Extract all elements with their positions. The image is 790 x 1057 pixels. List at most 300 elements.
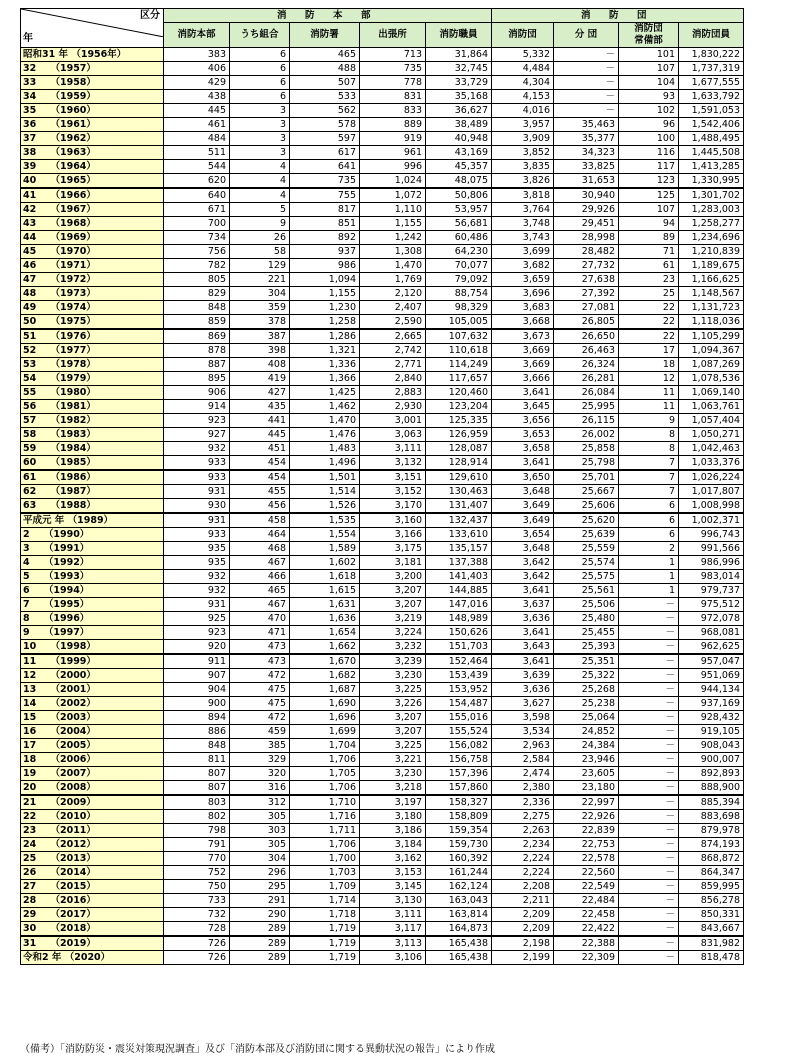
row-year-label: 35 （1960） bbox=[21, 104, 164, 118]
table-cell: 26,324 bbox=[554, 358, 619, 372]
table-cell: 484 bbox=[164, 132, 230, 146]
table-cell: 1,703 bbox=[290, 866, 360, 880]
row-year-label: 45 （1970） bbox=[21, 245, 164, 259]
table-cell: － bbox=[619, 880, 679, 894]
table-cell: 3,748 bbox=[492, 217, 554, 231]
table-cell: 473 bbox=[230, 640, 290, 655]
table-row bbox=[21, 598, 744, 612]
table-cell: 467 bbox=[230, 556, 290, 570]
table-cell: 1,535 bbox=[290, 513, 360, 528]
table-row bbox=[21, 442, 744, 456]
table-cell: 27,732 bbox=[554, 259, 619, 273]
table-cell: 7 bbox=[619, 485, 679, 499]
table-cell: 2,930 bbox=[360, 400, 426, 414]
table-cell: 2,224 bbox=[492, 852, 554, 866]
table-cell: － bbox=[619, 936, 679, 951]
row-year-label: 7 （1995） bbox=[21, 598, 164, 612]
table-cell: 4 bbox=[230, 188, 290, 203]
table-cell: － bbox=[619, 669, 679, 683]
table-cell: 2,584 bbox=[492, 753, 554, 767]
table-cell: 130,463 bbox=[426, 485, 492, 499]
table-cell: 1,687 bbox=[290, 683, 360, 697]
table-row bbox=[21, 683, 744, 697]
table-cell: 45,357 bbox=[426, 160, 492, 174]
row-year-label: 14 （2002） bbox=[21, 697, 164, 711]
table-cell: 470 bbox=[230, 612, 290, 626]
table-cell: 22 bbox=[619, 301, 679, 315]
table-cell: － bbox=[619, 894, 679, 908]
table-cell: 27,392 bbox=[554, 287, 619, 301]
table-cell: 296 bbox=[230, 866, 290, 880]
column-header: うち組合 bbox=[230, 23, 290, 48]
table-cell: 1,008,998 bbox=[679, 499, 744, 514]
table-row bbox=[21, 626, 744, 640]
table-cell: 289 bbox=[230, 922, 290, 937]
table-row bbox=[21, 640, 744, 655]
table-row bbox=[21, 62, 744, 76]
row-year-label: 38 （1963） bbox=[21, 146, 164, 160]
table-cell: 3,230 bbox=[360, 669, 426, 683]
table-cell: 26,805 bbox=[554, 315, 619, 330]
table-cell: 25,480 bbox=[554, 612, 619, 626]
table-cell: － bbox=[619, 697, 679, 711]
table-cell: 6 bbox=[230, 90, 290, 104]
table-cell: 1,078,536 bbox=[679, 372, 744, 386]
table-cell: 3,669 bbox=[492, 344, 554, 358]
table-cell: 107,632 bbox=[426, 329, 492, 344]
table-cell: 25,455 bbox=[554, 626, 619, 640]
table-cell: 2,208 bbox=[492, 880, 554, 894]
table-cell: 931 bbox=[164, 598, 230, 612]
table-row bbox=[21, 922, 744, 937]
table-cell: 1,024 bbox=[360, 174, 426, 189]
table-cell: 1,050,271 bbox=[679, 428, 744, 442]
table-row bbox=[21, 428, 744, 442]
table-cell: 2,380 bbox=[492, 781, 554, 796]
table-cell: 2,474 bbox=[492, 767, 554, 781]
table-cell: 26,463 bbox=[554, 344, 619, 358]
table-cell: 475 bbox=[230, 683, 290, 697]
table-cell: 750 bbox=[164, 880, 230, 894]
table-cell: 1,699 bbox=[290, 725, 360, 739]
table-cell: 35,377 bbox=[554, 132, 619, 146]
table-cell: 1,670 bbox=[290, 654, 360, 669]
table-cell: 159,354 bbox=[426, 824, 492, 838]
table-cell: 128,914 bbox=[426, 456, 492, 471]
table-row bbox=[21, 76, 744, 90]
table-cell: 438 bbox=[164, 90, 230, 104]
table-cell: 1,258 bbox=[290, 315, 360, 330]
row-year-label: 30 （2018） bbox=[21, 922, 164, 937]
table-cell: 48,075 bbox=[426, 174, 492, 189]
table-cell: 329 bbox=[230, 753, 290, 767]
table-cell: 58 bbox=[230, 245, 290, 259]
table-cell: 1,690 bbox=[290, 697, 360, 711]
table-row bbox=[21, 556, 744, 570]
table-row bbox=[21, 315, 744, 330]
column-header bbox=[619, 23, 679, 48]
table-cell: － bbox=[554, 62, 619, 76]
table-cell: 4,304 bbox=[492, 76, 554, 90]
table-row bbox=[21, 781, 744, 796]
table-cell: 445 bbox=[230, 428, 290, 442]
table-cell: 36,627 bbox=[426, 104, 492, 118]
table-cell: 1,033,376 bbox=[679, 456, 744, 471]
table-cell: 165,438 bbox=[426, 951, 492, 965]
table-cell: 162,124 bbox=[426, 880, 492, 894]
table-cell: 451 bbox=[230, 442, 290, 456]
table-cell: 89 bbox=[619, 231, 679, 245]
table-cell: 3,643 bbox=[492, 640, 554, 655]
row-year-label: 23 （2011） bbox=[21, 824, 164, 838]
table-cell: 24,384 bbox=[554, 739, 619, 753]
table-cell: 2,209 bbox=[492, 922, 554, 937]
table-cell: 123 bbox=[619, 174, 679, 189]
table-cell: 3,598 bbox=[492, 711, 554, 725]
table-cell: 1,554 bbox=[290, 528, 360, 542]
table-cell: 3,699 bbox=[492, 245, 554, 259]
table-cell: 3,197 bbox=[360, 795, 426, 810]
table-cell: 1,110 bbox=[360, 203, 426, 217]
table-cell: 221 bbox=[230, 273, 290, 287]
table-cell: － bbox=[619, 654, 679, 669]
table-row bbox=[21, 852, 744, 866]
table-cell: 3,239 bbox=[360, 654, 426, 669]
table-cell: － bbox=[554, 104, 619, 118]
table-cell: 26,281 bbox=[554, 372, 619, 386]
table-cell: 3 bbox=[230, 146, 290, 160]
table-cell: 290 bbox=[230, 908, 290, 922]
table-row bbox=[21, 951, 744, 965]
table-row bbox=[21, 48, 744, 62]
table-cell: 31,864 bbox=[426, 48, 492, 62]
row-year-label: 昭和31 年 （1956年） bbox=[21, 48, 164, 62]
table-cell: 829 bbox=[164, 287, 230, 301]
table-cell: 25,575 bbox=[554, 570, 619, 584]
table-cell: 125,335 bbox=[426, 414, 492, 428]
table-row bbox=[21, 485, 744, 499]
table-row bbox=[21, 669, 744, 683]
table-row bbox=[21, 400, 744, 414]
table-cell: 25,561 bbox=[554, 584, 619, 598]
table-cell: 944,134 bbox=[679, 683, 744, 697]
table-cell: 105,005 bbox=[426, 315, 492, 330]
table-cell: 1,711 bbox=[290, 824, 360, 838]
row-year-label: 13 （2001） bbox=[21, 683, 164, 697]
table-cell: 1,131,723 bbox=[679, 301, 744, 315]
table-cell: 807 bbox=[164, 767, 230, 781]
table-cell: 2,883 bbox=[360, 386, 426, 400]
table-cell: 932 bbox=[164, 442, 230, 456]
table-cell: 25 bbox=[619, 287, 679, 301]
table-row bbox=[21, 542, 744, 556]
table-cell: 933 bbox=[164, 528, 230, 542]
table-row bbox=[21, 795, 744, 810]
table-cell: 1,286 bbox=[290, 329, 360, 344]
table-cell: 4 bbox=[230, 160, 290, 174]
table-cell: 3,001 bbox=[360, 414, 426, 428]
table-cell: 25,393 bbox=[554, 640, 619, 655]
table-cell: 986,996 bbox=[679, 556, 744, 570]
table-row bbox=[21, 753, 744, 767]
corner-label-year: 年 bbox=[23, 33, 33, 44]
table-cell: 962,625 bbox=[679, 640, 744, 655]
column-header: 分 団 bbox=[554, 23, 619, 48]
table-cell: 110,618 bbox=[426, 344, 492, 358]
table-cell: 26,650 bbox=[554, 329, 619, 344]
table-body bbox=[21, 48, 744, 965]
table-cell: 925 bbox=[164, 612, 230, 626]
table-cell: 671 bbox=[164, 203, 230, 217]
table-cell: 2,665 bbox=[360, 329, 426, 344]
table-cell: 6 bbox=[230, 76, 290, 90]
table-cell: 3,226 bbox=[360, 697, 426, 711]
row-year-label: 33 （1958） bbox=[21, 76, 164, 90]
table-cell: 728 bbox=[164, 922, 230, 937]
table-cell: 27,081 bbox=[554, 301, 619, 315]
table-row bbox=[21, 301, 744, 315]
table-row bbox=[21, 146, 744, 160]
corner-cell bbox=[21, 9, 164, 48]
table-row bbox=[21, 90, 744, 104]
table-cell: 1,696 bbox=[290, 711, 360, 725]
table-cell: 3,666 bbox=[492, 372, 554, 386]
table-cell: 923 bbox=[164, 414, 230, 428]
table-cell: 968,081 bbox=[679, 626, 744, 640]
row-year-label: 12 （2000） bbox=[21, 669, 164, 683]
table-cell: 289 bbox=[230, 951, 290, 965]
table-cell: 3,636 bbox=[492, 612, 554, 626]
table-row bbox=[21, 725, 744, 739]
table-cell: 150,626 bbox=[426, 626, 492, 640]
table-cell: 3,166 bbox=[360, 528, 426, 542]
row-year-label: 21 （2009） bbox=[21, 795, 164, 810]
table-cell: 906 bbox=[164, 386, 230, 400]
table-cell: 755 bbox=[290, 188, 360, 203]
table-cell: 107 bbox=[619, 62, 679, 76]
row-year-label: 6 （1994） bbox=[21, 584, 164, 598]
table-cell: 312 bbox=[230, 795, 290, 810]
table-cell: 1,336 bbox=[290, 358, 360, 372]
table-cell: 88,754 bbox=[426, 287, 492, 301]
table-cell: 3,641 bbox=[492, 584, 554, 598]
table-cell: 475 bbox=[230, 697, 290, 711]
table-cell: 3,218 bbox=[360, 781, 426, 796]
table-row bbox=[21, 894, 744, 908]
table-cell: 3 bbox=[230, 104, 290, 118]
table-row bbox=[21, 358, 744, 372]
row-year-label: 39 （1964） bbox=[21, 160, 164, 174]
row-year-label: 5 （1993） bbox=[21, 570, 164, 584]
column-header: 消防団 bbox=[492, 23, 554, 48]
table-cell: 726 bbox=[164, 951, 230, 965]
table-row bbox=[21, 372, 744, 386]
table-row bbox=[21, 570, 744, 584]
table-cell: 617 bbox=[290, 146, 360, 160]
column-header-line: 常備部 bbox=[634, 35, 663, 46]
table-cell: 22,997 bbox=[554, 795, 619, 810]
table-cell: 8 bbox=[619, 428, 679, 442]
row-year-label: 令和2 年 （2020） bbox=[21, 951, 164, 965]
table-cell: 30,940 bbox=[554, 188, 619, 203]
row-year-label: 31 （2019） bbox=[21, 936, 164, 951]
table-cell: 23,946 bbox=[554, 753, 619, 767]
table-cell: 1,718 bbox=[290, 908, 360, 922]
table-cell: 1,631 bbox=[290, 598, 360, 612]
table-cell: 3,641 bbox=[492, 456, 554, 471]
table-cell: 533 bbox=[290, 90, 360, 104]
table-cell: 155,524 bbox=[426, 725, 492, 739]
table-cell: 1,470 bbox=[290, 414, 360, 428]
table-cell: 135,157 bbox=[426, 542, 492, 556]
column-header-line: 消防団 bbox=[634, 23, 663, 34]
table-cell: 3,835 bbox=[492, 160, 554, 174]
table-row bbox=[21, 160, 744, 174]
table-cell: － bbox=[554, 90, 619, 104]
table-cell: 3,225 bbox=[360, 683, 426, 697]
row-year-label: 4 （1992） bbox=[21, 556, 164, 570]
table-cell: 6 bbox=[230, 48, 290, 62]
table-cell: 3,221 bbox=[360, 753, 426, 767]
table-cell: 735 bbox=[290, 174, 360, 189]
table-cell: 3,743 bbox=[492, 231, 554, 245]
table-cell: 1,094 bbox=[290, 273, 360, 287]
table-cell: 900 bbox=[164, 697, 230, 711]
table-cell: 3,852 bbox=[492, 146, 554, 160]
table-cell: 117,657 bbox=[426, 372, 492, 386]
table-cell: 120,460 bbox=[426, 386, 492, 400]
table-cell: 3,764 bbox=[492, 203, 554, 217]
table-cell: 3,636 bbox=[492, 683, 554, 697]
table-cell: 1,155 bbox=[290, 287, 360, 301]
table-cell: 895 bbox=[164, 372, 230, 386]
table-cell: 1,714 bbox=[290, 894, 360, 908]
table-cell: 1,105,299 bbox=[679, 329, 744, 344]
table-cell: 1,719 bbox=[290, 951, 360, 965]
table-cell: 159,730 bbox=[426, 838, 492, 852]
table-cell: 156,758 bbox=[426, 753, 492, 767]
group-header-fire-headquarters: 消 防 本 部 bbox=[164, 9, 492, 23]
table-cell: 154,487 bbox=[426, 697, 492, 711]
table-cell: 25,701 bbox=[554, 470, 619, 485]
table-cell: 6 bbox=[230, 62, 290, 76]
table-cell: 859 bbox=[164, 315, 230, 330]
table-cell: 3,207 bbox=[360, 584, 426, 598]
table-cell: 116 bbox=[619, 146, 679, 160]
table-cell: 27,638 bbox=[554, 273, 619, 287]
table-cell: 23,605 bbox=[554, 767, 619, 781]
row-year-label: 36 （1961） bbox=[21, 118, 164, 132]
table-cell: 894 bbox=[164, 711, 230, 725]
table-cell: 2,199 bbox=[492, 951, 554, 965]
table-cell: 70,077 bbox=[426, 259, 492, 273]
table-cell: 1,769 bbox=[360, 273, 426, 287]
table-cell: 1,682 bbox=[290, 669, 360, 683]
table-cell: 1,706 bbox=[290, 753, 360, 767]
table-cell: 4,153 bbox=[492, 90, 554, 104]
table-cell: 1,719 bbox=[290, 936, 360, 951]
table-cell: 158,809 bbox=[426, 810, 492, 824]
table-row bbox=[21, 273, 744, 287]
table-cell: 562 bbox=[290, 104, 360, 118]
table-cell: 931 bbox=[164, 513, 230, 528]
table-cell: 726 bbox=[164, 936, 230, 951]
table-cell: 2,407 bbox=[360, 301, 426, 315]
table-cell: 2,840 bbox=[360, 372, 426, 386]
table-cell: 408 bbox=[230, 358, 290, 372]
table-cell: 733 bbox=[164, 894, 230, 908]
table-cell: 3,668 bbox=[492, 315, 554, 330]
table-cell: 11 bbox=[619, 386, 679, 400]
table-cell: 802 bbox=[164, 810, 230, 824]
table-cell: 25,606 bbox=[554, 499, 619, 514]
table-cell: 811 bbox=[164, 753, 230, 767]
table-cell: 3,117 bbox=[360, 922, 426, 937]
table-cell: 933 bbox=[164, 470, 230, 485]
table-cell: 28,482 bbox=[554, 245, 619, 259]
table-cell: 435 bbox=[230, 400, 290, 414]
table-cell: 2,211 bbox=[492, 894, 554, 908]
table-row bbox=[21, 739, 744, 753]
table-cell: 79,092 bbox=[426, 273, 492, 287]
table-cell: 851 bbox=[290, 217, 360, 231]
table-row bbox=[21, 767, 744, 781]
row-year-label: 37 （1962） bbox=[21, 132, 164, 146]
column-header: 消防職員 bbox=[426, 23, 492, 48]
table-cell: 734 bbox=[164, 231, 230, 245]
table-cell: 303 bbox=[230, 824, 290, 838]
table-cell: 465 bbox=[290, 48, 360, 62]
table-cell: 2,336 bbox=[492, 795, 554, 810]
table-cell: 1,366 bbox=[290, 372, 360, 386]
corner-label-category: 区分 bbox=[140, 10, 160, 21]
table-cell: 2,742 bbox=[360, 344, 426, 358]
table-cell: 1,496 bbox=[290, 456, 360, 471]
table-cell: 473 bbox=[230, 654, 290, 669]
table-cell: 3 bbox=[230, 132, 290, 146]
table-row bbox=[21, 711, 744, 725]
table-cell: 868,872 bbox=[679, 852, 744, 866]
table-cell: 885,394 bbox=[679, 795, 744, 810]
table-cell: 831 bbox=[360, 90, 426, 104]
table-cell: 732 bbox=[164, 908, 230, 922]
table-cell: 6 bbox=[619, 513, 679, 528]
table-cell: 919 bbox=[360, 132, 426, 146]
table-cell: 26,084 bbox=[554, 386, 619, 400]
row-year-label: 18 （2006） bbox=[21, 753, 164, 767]
table-cell: 26,115 bbox=[554, 414, 619, 428]
table-cell: 831,982 bbox=[679, 936, 744, 951]
table-cell: 1,709 bbox=[290, 880, 360, 894]
table-cell: 935 bbox=[164, 542, 230, 556]
table-cell: 468 bbox=[230, 542, 290, 556]
table-cell: 22,753 bbox=[554, 838, 619, 852]
table-cell: 455 bbox=[230, 485, 290, 499]
table-cell: 961 bbox=[360, 146, 426, 160]
table-cell: 3,160 bbox=[360, 513, 426, 528]
table-cell: 927 bbox=[164, 428, 230, 442]
table-cell: 12 bbox=[619, 372, 679, 386]
table-cell: 26,002 bbox=[554, 428, 619, 442]
header-row-groups bbox=[21, 9, 744, 23]
table-cell: 1,017,807 bbox=[679, 485, 744, 499]
table-cell: 3,151 bbox=[360, 470, 426, 485]
table-row bbox=[21, 231, 744, 245]
table-cell: 1,026,224 bbox=[679, 470, 744, 485]
table-cell: 28,998 bbox=[554, 231, 619, 245]
table-cell: 782 bbox=[164, 259, 230, 273]
table-cell: 864,347 bbox=[679, 866, 744, 880]
